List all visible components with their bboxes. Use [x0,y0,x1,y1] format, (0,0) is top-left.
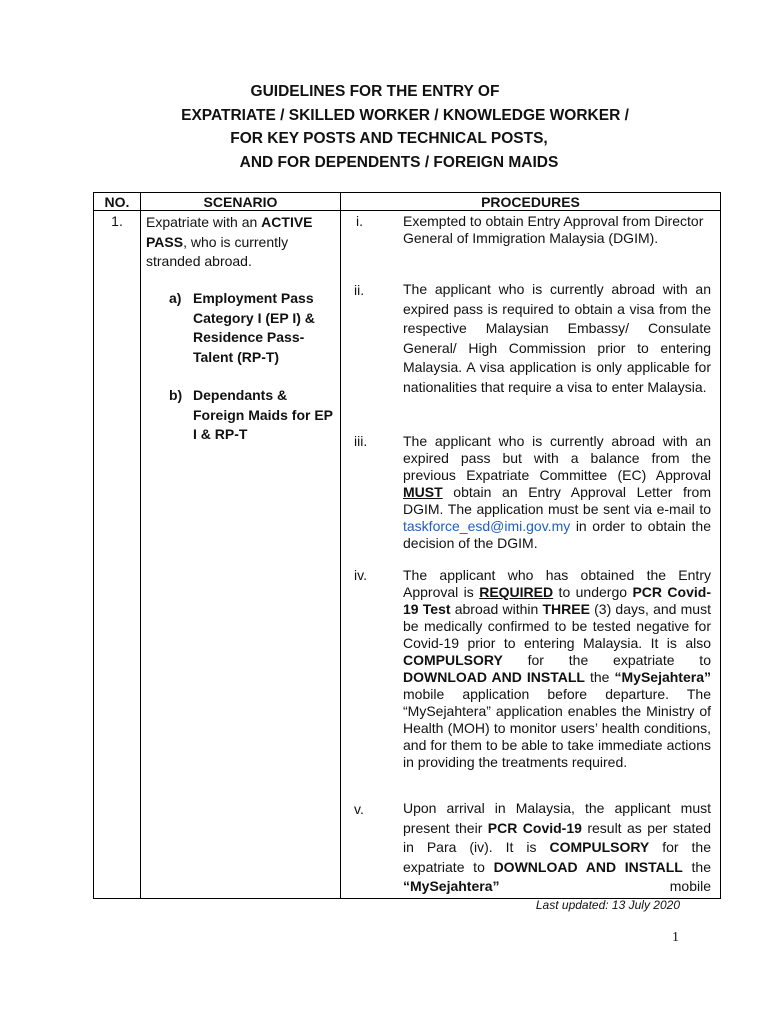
scenario-item-a-marker: a) [169,290,182,306]
procedure-iii: The applicant who is currently abroad with an expired pass but with a balance from the previous Expatriate Committee (EC) Approval MUST obtain an Entry Approval Letter from DGIM. The application must be sent via e-mail to taskforce_esd@imi.gov.my in order to obtain the decision of the DGIM. [403,433,711,551]
column-divider-2 [340,193,341,898]
last-updated-note: Last updated: 13 July 2020 [535,898,680,912]
page-number: 1 [672,930,679,945]
procedure-v-marker: v. [354,801,364,817]
header-scenario: SCENARIO [203,194,278,210]
procedure-ii-marker: ii. [354,282,365,298]
scenario-item-b: Dependants & Foreign Maids for EP I & RP-T [193,387,333,442]
procedure-i-marker: i. [356,213,363,229]
header-no: NO. [104,194,130,210]
scenario-item-b-marker: b) [169,387,183,403]
scenario-item-a: Employment Pass Category I (EP I) & Residence Pass-Talent (RP-T) [193,290,315,365]
row-number: 1. [111,213,123,229]
email-link[interactable]: taskforce_esd@imi.gov.my [403,518,571,534]
procedure-ii: The applicant who is currently abroad with an expired pass is required to obtain a visa from the respective Malaysian Embassy/ Consulate General/ High Commission prior to entering Malaysia. A visa application is only applicable for nationalities that require a visa to enter Malaysia. [403,281,711,395]
title-line-3: FOR KEY POSTS AND TECHNICAL POSTS, [230,130,548,147]
title-line-2: EXPATRIATE / SKILLED WORKER / KNOWLEDGE WORKER / [181,106,629,124]
document-title [0,80,770,174]
column-divider-1 [140,193,141,898]
procedure-iv: The applicant who has obtained the Entry Approval is REQUIRED to undergo PCR Covid-19 Test abroad within THREE (3) days, and must be medically confirmed to be tested negative for Covid-19 prior to entering Malaysia. It is also COMPULSORY for the expatriate to DOWNLOAD AND INSTALL the “MySejahtera” mobile application before departure. The “MySejahtera” application enables the Ministry of Health (MOH) to monitor users’ health conditions, and for them to be able to take immediate actions in providing the treatments required. [403,567,711,770]
header-procedures: PROCEDURES [481,194,580,210]
scenario-text: Expatriate with an ACTIVE PASS, who is currently stranded abroad. [146,214,313,269]
header-divider [94,210,720,211]
procedure-iii-marker: iii. [354,433,368,449]
procedure-iv-marker: iv. [354,567,367,583]
title-line-4: AND FOR DEPENDENTS / FOREIGN MAIDS [239,153,559,171]
procedure-i: Exempted to obtain Entry Approval from Director General of Immigration Malaysia (DGIM). [403,213,704,246]
procedure-v: Upon arrival in Malaysia, the applicant must present their PCR Covid-19 result as per stated in Para (iv). It is COMPULSORY for the expatriate to DOWNLOAD AND INSTALL the “MySejahtera” mobile [403,800,712,894]
title-line-1: GUIDELINES FOR THE ENTRY OF [250,83,500,100]
guidelines-table [93,192,721,899]
